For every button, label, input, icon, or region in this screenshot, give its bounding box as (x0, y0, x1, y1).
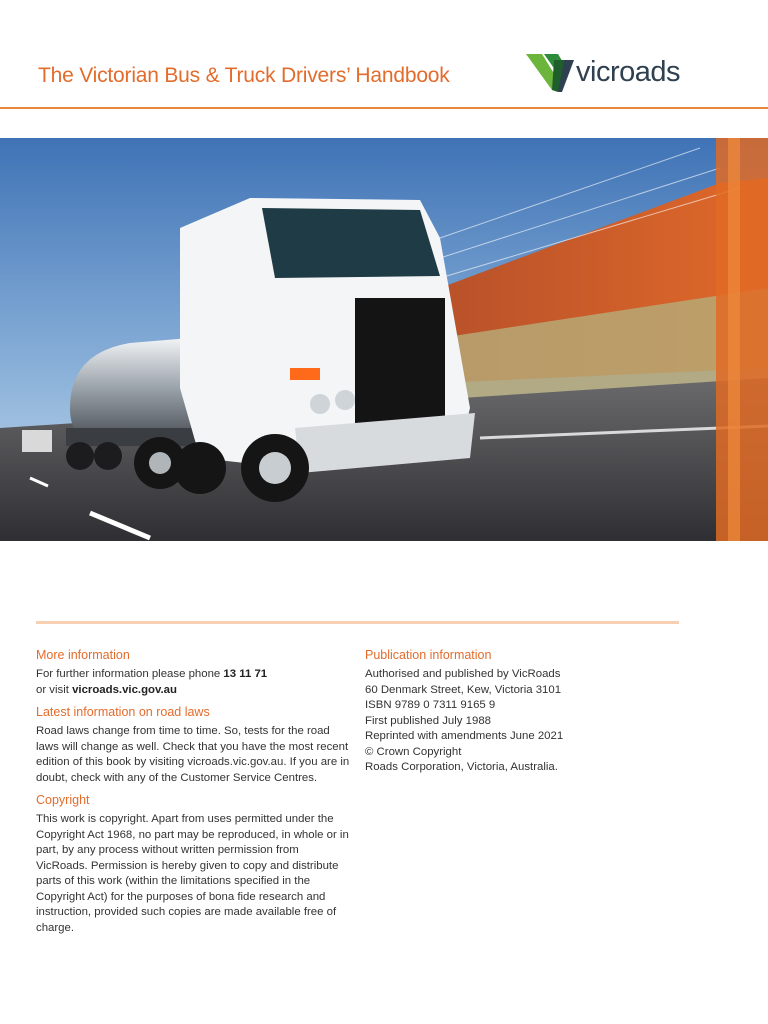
publication-heading: Publication information (365, 648, 492, 662)
publication-line: ISBN 9789 0 7311 9165 9 (365, 699, 496, 711)
publication-line: 60 Denmark Street, Kew, Victoria 3101 (365, 683, 562, 696)
truck-photo-icon (0, 138, 768, 541)
publication-line: © Crown Copyright (365, 745, 462, 758)
info-column-right (365, 647, 685, 776)
copyright-heading: Copyright (36, 793, 90, 807)
info-column-left (36, 647, 352, 936)
publication-line: Authorised and published by VicRoads (365, 668, 561, 680)
section-divider (36, 621, 679, 624)
publication-line: Reprinted with amendments June 2021 (365, 730, 564, 742)
more-info-phone-line (36, 667, 352, 683)
page-header (0, 0, 768, 108)
road-laws-heading: Latest information on road laws (36, 705, 210, 719)
vicroads-logo (524, 50, 704, 96)
web-prefix: or visit (36, 683, 73, 696)
more-info-heading: More information (36, 648, 130, 662)
header-rule (0, 107, 768, 109)
phone-prefix: For further information please phone (36, 668, 224, 680)
website-link[interactable]: vicroads.vic.gov.au (72, 683, 177, 696)
handbook-title: The Victorian Bus & Truck Drivers’ Handbook (38, 64, 450, 87)
more-info-web-line (36, 683, 352, 699)
vicroads-logo-text: vicroads (576, 56, 680, 88)
truck-photo (0, 138, 768, 541)
copyright-body: This work is copyright. Apart from uses permitted under the Copyright Act 1968, no part may be reproduced, in whole or in part, by any process without written permission from VicRoads. Permission is hereby given to copy and distribute parts of this work (within the limitations specified in the Copyright Act) for the purposes of bona fide research and instruction, provided such copies are made available free of charge. (36, 813, 349, 934)
publication-line: Roads Corporation, Victoria, Australia. (365, 761, 558, 773)
publication-line: First published July 1988 (365, 714, 491, 727)
road-laws-body: Road laws change from time to time. So, tests for the road laws will change as well. Check that you have the most recent edition of this book by visiting vicroads.vic.gov.au. If you are in doubt, check with any of the Customer Service Centres. (36, 725, 350, 784)
vicroads-logo-icon (524, 50, 576, 96)
phone-number: 13 11 71 (223, 668, 268, 680)
